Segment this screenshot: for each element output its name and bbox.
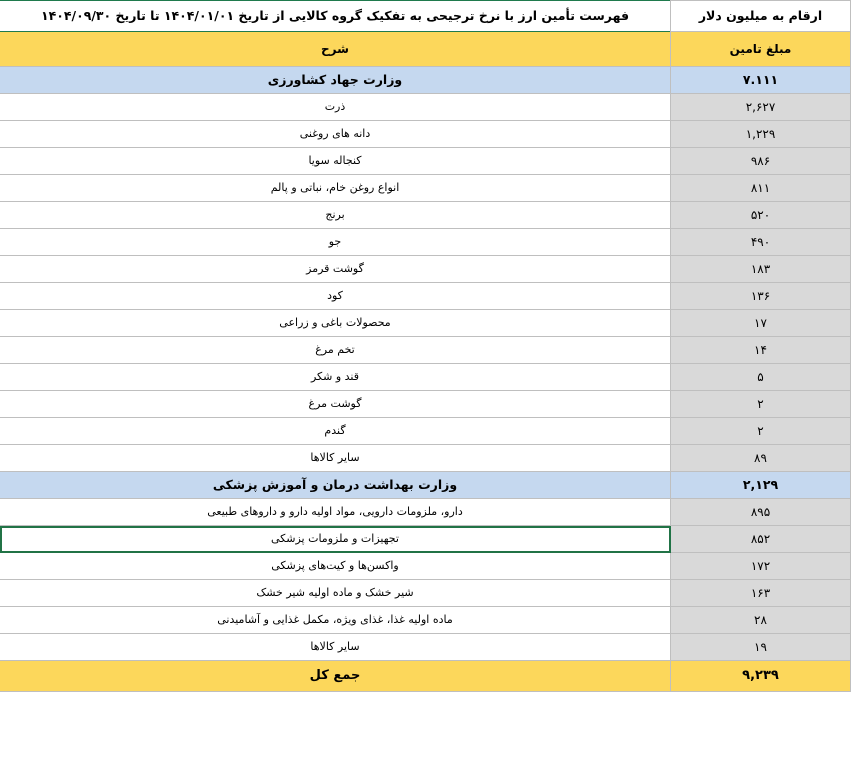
cell-description[interactable] bbox=[0, 634, 671, 661]
cell-amount-value: ۲ bbox=[757, 423, 764, 438]
cell-amount[interactable] bbox=[671, 202, 851, 229]
cell-amount[interactable] bbox=[671, 310, 851, 337]
cell-description-value: شیر خشک و ماده اولیه شیر خشک bbox=[256, 586, 414, 600]
cell-description-value: ماده اولیه غذا، غذای ویژه، مکمل غذایی و آشامیدنی bbox=[217, 613, 453, 627]
cell-description-value: واکسن‌ها و کیت‌های پزشکی bbox=[271, 559, 399, 573]
cell-description-value: سایر کالاها bbox=[310, 640, 360, 654]
cell-amount-value: ۴۹۰ bbox=[750, 234, 771, 249]
cell-amount-value: ۱۷۲ bbox=[750, 558, 771, 573]
cell-description-value: ذرت bbox=[324, 100, 346, 114]
table-row bbox=[0, 553, 851, 580]
cell-amount-value: ۱۹ bbox=[754, 639, 767, 654]
table-row bbox=[0, 94, 851, 121]
cell-amount[interactable] bbox=[671, 472, 851, 499]
table-row bbox=[0, 283, 851, 310]
cell-amount[interactable] bbox=[671, 337, 851, 364]
cell-amount-value: ۹۸۶ bbox=[750, 153, 771, 168]
cell-amount-value: ۸۹ bbox=[754, 450, 767, 465]
column-header-amount-label: مبلغ تامین bbox=[729, 41, 792, 56]
cell-description[interactable] bbox=[0, 256, 671, 283]
table-row bbox=[0, 634, 851, 661]
table-row bbox=[0, 310, 851, 337]
cell-description-value: دانه های روغنی bbox=[299, 127, 371, 141]
cell-description-value: قند و شکر bbox=[310, 370, 360, 384]
cell-amount[interactable] bbox=[671, 634, 851, 661]
cell-description[interactable] bbox=[0, 175, 671, 202]
cell-amount[interactable] bbox=[671, 499, 851, 526]
cell-amount[interactable] bbox=[671, 175, 851, 202]
cell-description[interactable] bbox=[0, 553, 671, 580]
cell-description[interactable] bbox=[0, 229, 671, 256]
cell-amount-value: ۵ bbox=[757, 369, 764, 384]
cell-amount-value: ۲,۶۲۷ bbox=[745, 99, 776, 114]
cell-amount[interactable] bbox=[671, 553, 851, 580]
cell-description[interactable] bbox=[0, 310, 671, 337]
cell-amount-value: ۸۵۲ bbox=[750, 531, 771, 546]
table-row bbox=[0, 607, 851, 634]
cell-description[interactable] bbox=[0, 607, 671, 634]
table-row bbox=[0, 337, 851, 364]
cell-description[interactable] bbox=[0, 94, 671, 121]
cell-description-value: تخم مرغ bbox=[315, 343, 355, 357]
cell-description[interactable] bbox=[0, 202, 671, 229]
cell-description[interactable] bbox=[0, 391, 671, 418]
table-row bbox=[0, 391, 851, 418]
cell-description-value: انواع روغن خام، نباتی و پالم bbox=[270, 181, 400, 195]
cell-description-value: دارو، ملزومات دارویی، مواد اولیه دارو و داروهای طبیعی bbox=[207, 505, 463, 519]
cell-description[interactable] bbox=[0, 526, 671, 553]
cell-amount[interactable] bbox=[671, 283, 851, 310]
cell-description[interactable] bbox=[0, 418, 671, 445]
cell-description-value: وزارت جهاد کشاورزی bbox=[267, 72, 403, 88]
cell-amount-value: ۱۷ bbox=[754, 315, 767, 330]
table-row bbox=[0, 121, 851, 148]
cell-amount-value: ۲۸ bbox=[754, 612, 767, 627]
cell-amount-value: ۱۳۶ bbox=[750, 288, 771, 303]
cell-description-value: کود bbox=[327, 289, 343, 303]
total-row bbox=[0, 661, 851, 692]
cell-amount[interactable] bbox=[671, 94, 851, 121]
total-label: جمع کل bbox=[309, 667, 361, 683]
table-row-group bbox=[0, 67, 851, 94]
cell-description[interactable] bbox=[0, 499, 671, 526]
cell-amount-value: ۱۶۳ bbox=[750, 585, 771, 600]
unit-note-text: ارقام به میلیون دلار bbox=[698, 8, 823, 24]
cell-amount-value: ۸۱۱ bbox=[750, 180, 771, 195]
cell-description[interactable] bbox=[0, 364, 671, 391]
total-amount-cell[interactable] bbox=[671, 661, 851, 692]
title-row bbox=[0, 1, 851, 32]
total-amount-value: ۹,۲۳۹ bbox=[742, 667, 779, 683]
cell-description[interactable] bbox=[0, 472, 671, 499]
table-row bbox=[0, 175, 851, 202]
table-row bbox=[0, 445, 851, 472]
cell-description-value: سایر کالاها bbox=[310, 451, 360, 465]
cell-description[interactable] bbox=[0, 445, 671, 472]
table-row bbox=[0, 580, 851, 607]
table-row bbox=[0, 499, 851, 526]
cell-amount[interactable] bbox=[671, 121, 851, 148]
table-row bbox=[0, 418, 851, 445]
cell-amount[interactable] bbox=[671, 256, 851, 283]
cell-description-value: کنجاله سویا bbox=[308, 154, 362, 168]
unit-note-cell bbox=[671, 1, 851, 32]
report-title-cell[interactable] bbox=[0, 1, 671, 32]
total-label-cell[interactable] bbox=[0, 661, 671, 692]
cell-description-value: محصولات باغی و زراعی bbox=[279, 316, 391, 330]
table-body bbox=[0, 1, 851, 692]
cell-amount[interactable] bbox=[671, 229, 851, 256]
cell-amount-value: ۲ bbox=[757, 396, 764, 411]
table-row bbox=[0, 364, 851, 391]
cell-amount[interactable] bbox=[671, 364, 851, 391]
cell-amount-value: ۱۴ bbox=[754, 342, 767, 357]
cell-description-value: تجهیزات و ملزومات پزشکی bbox=[271, 532, 399, 546]
cell-amount-value: ۱۸۳ bbox=[750, 261, 771, 276]
cell-description-value: جو bbox=[328, 235, 342, 249]
cell-description[interactable] bbox=[0, 283, 671, 310]
table-row bbox=[0, 256, 851, 283]
cell-description-value: گوشت مرغ bbox=[308, 397, 362, 411]
cell-description[interactable] bbox=[0, 337, 671, 364]
cell-amount[interactable] bbox=[671, 580, 851, 607]
column-header-description[interactable] bbox=[0, 32, 671, 67]
cell-amount[interactable] bbox=[671, 607, 851, 634]
cell-amount[interactable] bbox=[671, 391, 851, 418]
column-header-description-label: شرح bbox=[321, 41, 349, 56]
table-row bbox=[0, 229, 851, 256]
cell-description[interactable] bbox=[0, 148, 671, 175]
cell-description[interactable] bbox=[0, 121, 671, 148]
table-row-group bbox=[0, 472, 851, 499]
cell-amount-value: ۵۲۰ bbox=[750, 207, 771, 222]
cell-amount-value: ۷.۱۱۱ bbox=[742, 72, 779, 88]
cell-description[interactable] bbox=[0, 580, 671, 607]
table-row bbox=[0, 526, 851, 553]
table-row bbox=[0, 148, 851, 175]
cell-amount-value: ۸۹۵ bbox=[750, 504, 771, 519]
column-header-amount[interactable] bbox=[671, 32, 851, 67]
cell-amount[interactable] bbox=[671, 67, 851, 94]
column-header-row bbox=[0, 32, 851, 67]
cell-amount-value: ۱,۲۲۹ bbox=[745, 126, 776, 141]
cell-amount-value: ۲,۱۲۹ bbox=[742, 477, 779, 493]
cell-amount[interactable] bbox=[671, 526, 851, 553]
cell-amount[interactable] bbox=[671, 148, 851, 175]
cell-amount[interactable] bbox=[671, 445, 851, 472]
page-title: فهرست تأمین ارز با نرخ ترجیحی به تفکیک گروه کالایی از تاریخ ۱۴۰۴/۰۱/۰۱ تا تاریخ ۱۴۰۴/۰۹/۳۰ bbox=[41, 8, 629, 24]
cell-amount[interactable] bbox=[671, 418, 851, 445]
cell-description-value: برنج bbox=[325, 208, 345, 222]
cell-description-value: گوشت قرمز bbox=[306, 262, 364, 276]
cell-description[interactable] bbox=[0, 67, 671, 94]
cell-description-value: وزارت بهداشت درمان و آموزش پزشکی bbox=[212, 477, 458, 493]
cell-description-value: گندم bbox=[324, 424, 346, 438]
table-row bbox=[0, 202, 851, 229]
